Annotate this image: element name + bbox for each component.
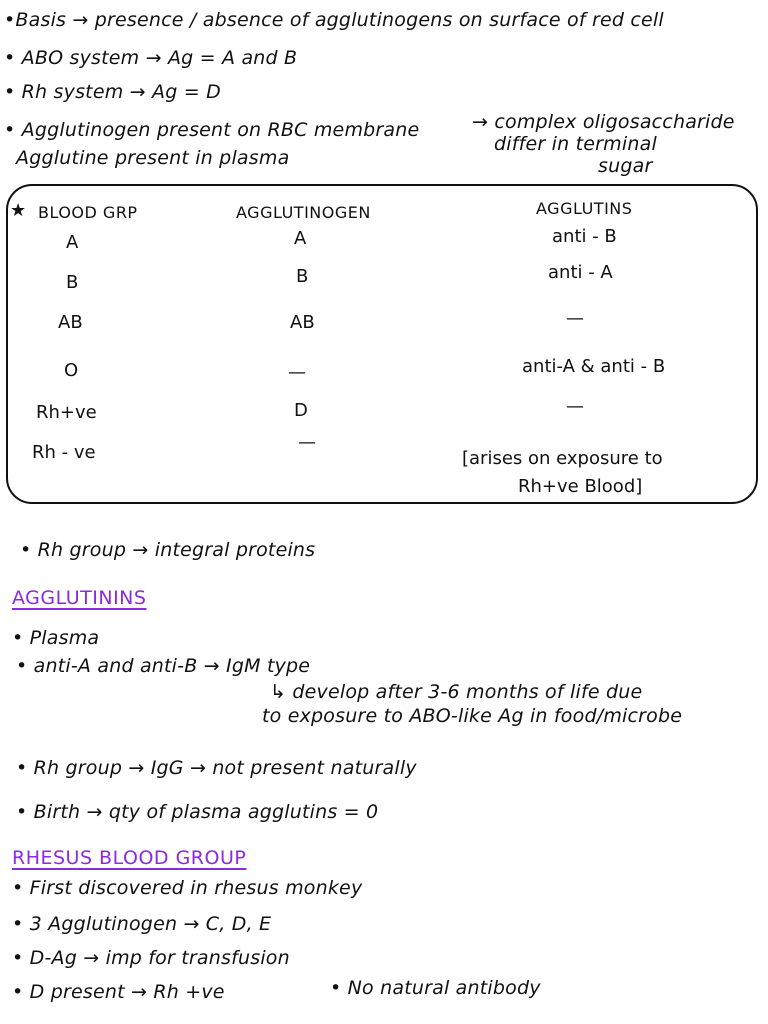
- rhesus-heading: RHESUS BLOOD GROUP: [12, 847, 247, 869]
- table-cell: O: [64, 360, 79, 381]
- note-terminal: differ in terminal: [494, 133, 657, 155]
- table-cell: —: [566, 308, 584, 329]
- note-rh-igg: • Rh group → IgG → not present naturally: [16, 757, 417, 779]
- table-header-agglutins: AGGLUTINS: [536, 199, 633, 218]
- agglutinins-heading: AGGLUTININS: [12, 587, 147, 609]
- note-abo-system: • ABO system → Ag = A and B: [4, 47, 298, 69]
- table-cell: B: [66, 272, 79, 293]
- table-cell: —: [288, 362, 306, 383]
- star-icon: ★: [10, 200, 27, 221]
- note-agglutinogen: • Agglutinogen present on RBC membrane: [4, 119, 420, 141]
- table-note-continued: Rh+ve Blood]: [518, 476, 643, 497]
- note-no-natural-antibody: • No natural antibody: [330, 977, 541, 999]
- note-rh-group-proteins: • Rh group → integral proteins: [20, 539, 316, 561]
- table-cell: Rh - ve: [32, 442, 96, 463]
- note-rhesus-monkey: • First discovered in rhesus monkey: [12, 877, 363, 899]
- table-header-blood-grp: BLOOD GRP: [38, 203, 138, 222]
- note-rh-system: • Rh system → Ag = D: [4, 81, 221, 103]
- table-cell: A: [66, 232, 79, 253]
- note-develop-after: ↳ develop after 3-6 months of life due: [270, 681, 643, 703]
- note-basis: •Basis → presence / absence of agglutinogens on surface of red cell: [4, 9, 664, 31]
- table-cell: anti - A: [548, 262, 613, 283]
- table-cell: —: [298, 432, 316, 453]
- table-cell: [arises on exposure to: [462, 448, 663, 469]
- table-cell: AB: [58, 312, 83, 333]
- note-agglutine: Agglutine present in plasma: [16, 147, 290, 169]
- note-d-present: • D present → Rh +ve: [12, 981, 225, 1003]
- table-cell: A: [294, 228, 307, 249]
- table-cell: Rh+ve: [36, 402, 97, 423]
- table-cell: anti - B: [552, 226, 617, 247]
- note-igm-type: • anti-A and anti-B → IgM type: [16, 655, 311, 677]
- note-exposure: to exposure to ABO-like Ag in food/microbe: [262, 705, 683, 727]
- note-oligosaccharide: → complex oligosaccharide: [472, 111, 735, 133]
- table-cell: B: [296, 266, 309, 287]
- note-three-agglutinogen: • 3 Agglutinogen → C, D, E: [12, 913, 272, 935]
- note-d-ag-transfusion: • D-Ag → imp for transfusion: [12, 947, 290, 969]
- table-header-agglutinogen: AGGLUTINOGEN: [236, 203, 371, 222]
- table-cell: —: [566, 396, 584, 417]
- table-cell: D: [294, 400, 308, 421]
- table-cell: anti-A & anti - B: [522, 356, 666, 377]
- note-birth-qty: • Birth → qty of plasma agglutins = 0: [16, 801, 379, 823]
- note-plasma: • Plasma: [12, 627, 100, 649]
- table-cell: AB: [290, 312, 315, 333]
- note-sugar: sugar: [598, 155, 653, 177]
